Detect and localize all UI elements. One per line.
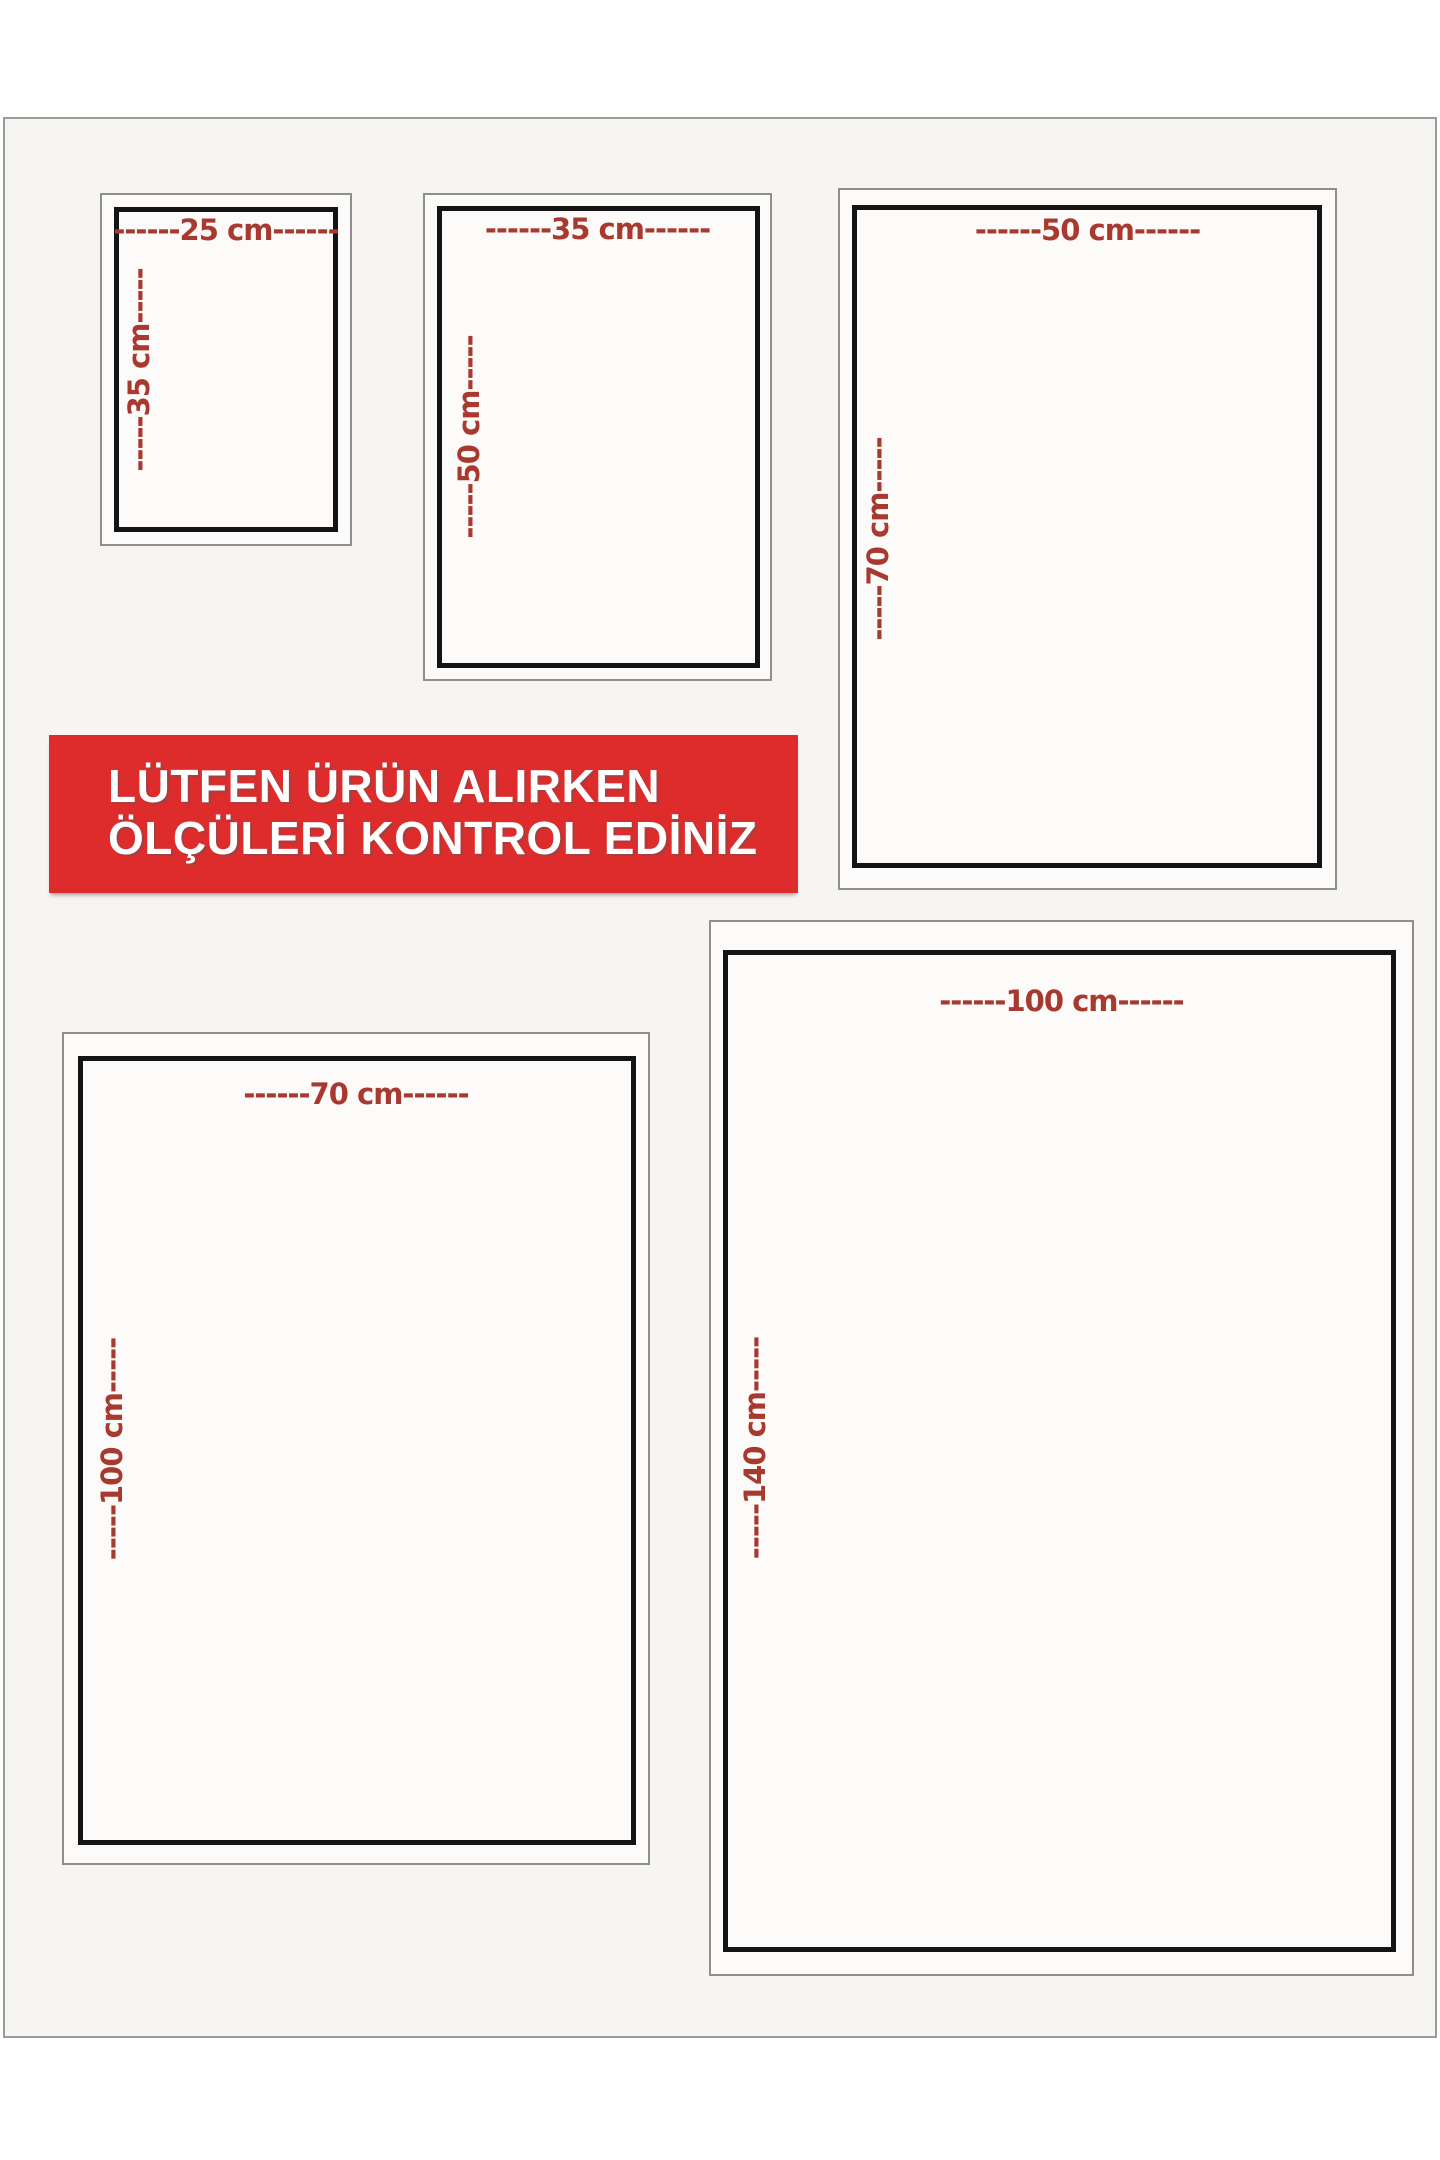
size-box-100x140-inner-frame: [723, 950, 1396, 1952]
height-label-70cm: -----70 cm-----: [861, 437, 895, 641]
height-label-35cm: -----35 cm-----: [122, 267, 156, 472]
size-box-35x50: [423, 193, 772, 681]
size-box-100x140: [709, 920, 1414, 1976]
size-box-50x70-inner-frame: [852, 205, 1322, 868]
width-label-50cm: ------50 cm------: [974, 213, 1201, 247]
height-label-50cm: -----50 cm-----: [452, 335, 486, 539]
size-box-70x100-inner-frame: [78, 1056, 636, 1845]
size-box-70x100: [62, 1032, 650, 1865]
width-label-25cm: ------25 cm------: [113, 213, 339, 247]
height-label-100cm: -----100 cm-----: [95, 1337, 129, 1560]
width-label-100cm: ------100 cm------: [939, 984, 1184, 1018]
width-label-70cm: ------70 cm------: [243, 1077, 469, 1111]
size-box-25x35: [100, 193, 352, 546]
warning-banner: [49, 735, 798, 893]
warning-banner-line1: LÜTFEN ÜRÜN ALIRKEN: [108, 760, 661, 812]
height-label-140cm: -----140 cm-----: [738, 1336, 772, 1560]
size-box-50x70: [838, 188, 1337, 890]
width-label-35cm: ------35 cm------: [484, 212, 711, 246]
warning-banner-line2: ÖLÇÜLERİ KONTROL EDİNİZ: [108, 812, 758, 864]
